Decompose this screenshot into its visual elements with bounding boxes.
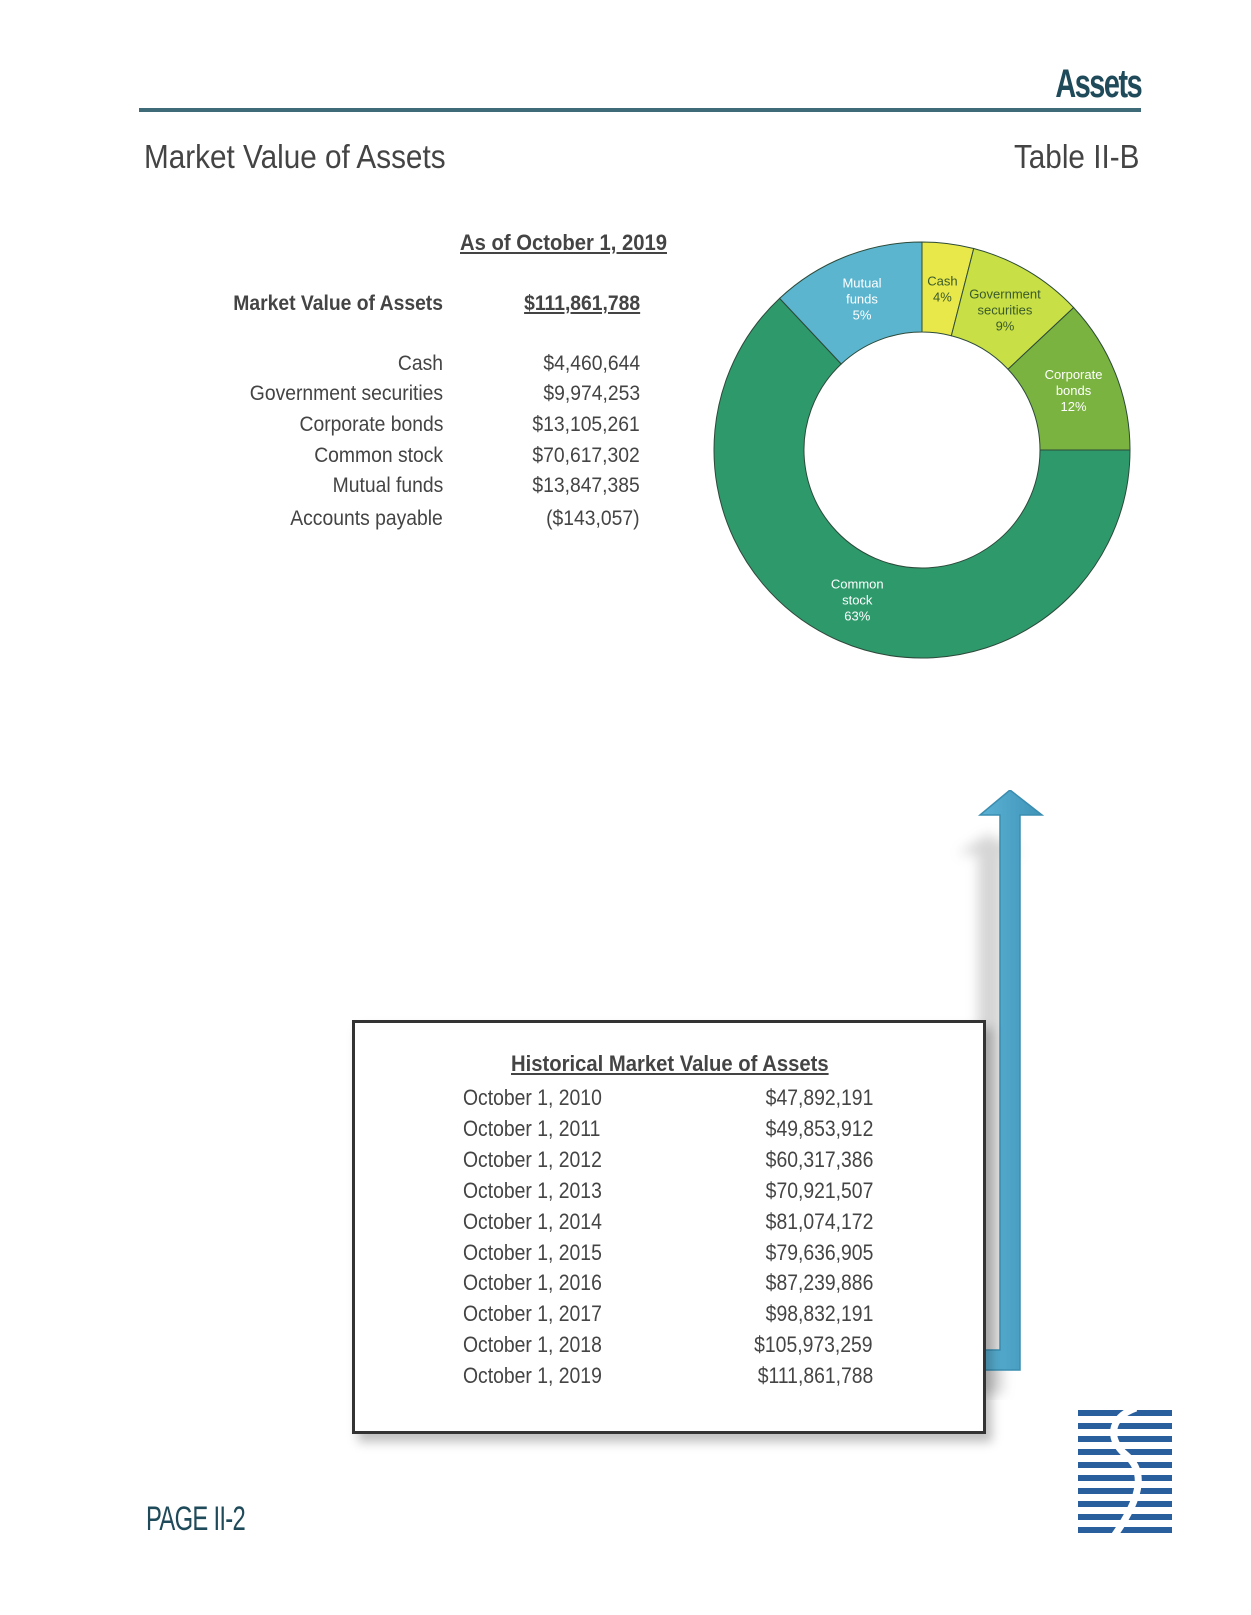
summary-row-value: $9,974,253 <box>543 382 640 405</box>
donut-label-mutual-funds: Mutual funds 5% <box>842 275 882 323</box>
table-row <box>355 1116 983 1146</box>
table-row <box>355 1363 983 1393</box>
summary-row-value: ($143,057) <box>546 507 640 530</box>
historical-value: $60,317,386 <box>765 1147 873 1172</box>
donut-label-government-securities: Government securities 9% <box>969 286 1041 334</box>
historical-value: $98,832,191 <box>765 1301 873 1326</box>
historical-date: October 1, 2012 <box>463 1147 602 1172</box>
historical-value: $47,892,191 <box>765 1085 873 1110</box>
page-number: PAGE II-2 <box>146 1500 246 1538</box>
historical-date: October 1, 2015 <box>463 1240 602 1265</box>
table-row <box>355 1270 983 1300</box>
asset-allocation-donut-chart <box>712 240 1132 660</box>
table-row <box>355 1178 983 1208</box>
table-row <box>355 1085 983 1115</box>
donut-label-corporate-bonds: Corporate bonds 12% <box>1044 366 1103 414</box>
summary-row-label: Corporate bonds <box>299 413 443 436</box>
historical-date: October 1, 2014 <box>463 1209 602 1234</box>
historical-date: October 1, 2017 <box>463 1301 602 1326</box>
summary-row-value: $70,617,302 <box>532 444 640 467</box>
historical-values-box <box>352 1020 986 1434</box>
historical-title: Historical Market Value of Assets <box>511 1051 829 1076</box>
historical-value: $70,921,507 <box>765 1178 873 1203</box>
historical-value: $79,636,905 <box>765 1240 873 1265</box>
historical-value: $81,074,172 <box>765 1209 873 1234</box>
as-of-date: As of October 1, 2019 <box>460 230 667 255</box>
historical-value: $111,861,788 <box>757 1363 873 1388</box>
summary-row-label: Mutual funds <box>332 474 443 497</box>
table-row <box>355 1301 983 1331</box>
summary-row-label: Government securities <box>249 382 443 405</box>
table-row <box>355 1332 983 1362</box>
total-value: $111,861,788 <box>523 292 640 315</box>
summary-row-value: $13,847,385 <box>532 474 640 497</box>
section-title: Assets <box>1055 62 1141 106</box>
summary-row-label: Accounts payable <box>290 507 443 530</box>
summary-row-value: $13,105,261 <box>532 413 640 436</box>
historical-date: October 1, 2018 <box>463 1332 602 1357</box>
summary-row-label: Common stock <box>314 444 443 467</box>
table-row <box>355 1147 983 1177</box>
table-row <box>355 1209 983 1239</box>
historical-value: $105,973,259 <box>754 1332 873 1357</box>
company-logo-icon <box>1078 1410 1172 1534</box>
historical-value: $49,853,912 <box>765 1116 873 1141</box>
donut-label-common-stock: Common stock 63% <box>830 576 884 624</box>
historical-date: October 1, 2013 <box>463 1178 602 1203</box>
historical-date: October 1, 2011 <box>463 1116 601 1141</box>
historical-date: October 1, 2010 <box>463 1085 602 1110</box>
donut-label-cash: Cash 4% <box>927 273 958 305</box>
historical-value: $87,239,886 <box>765 1270 873 1295</box>
table-id: Table II-B <box>1013 138 1139 175</box>
historical-date: October 1, 2019 <box>463 1363 602 1388</box>
header-rule <box>139 108 1141 112</box>
total-label: Market Value of Assets <box>233 292 443 315</box>
summary-row-value: $4,460,644 <box>543 352 640 375</box>
page-title: Market Value of Assets <box>144 138 446 175</box>
table-row <box>355 1240 983 1270</box>
historical-date: October 1, 2016 <box>463 1270 602 1295</box>
summary-row-label: Cash <box>397 352 443 375</box>
